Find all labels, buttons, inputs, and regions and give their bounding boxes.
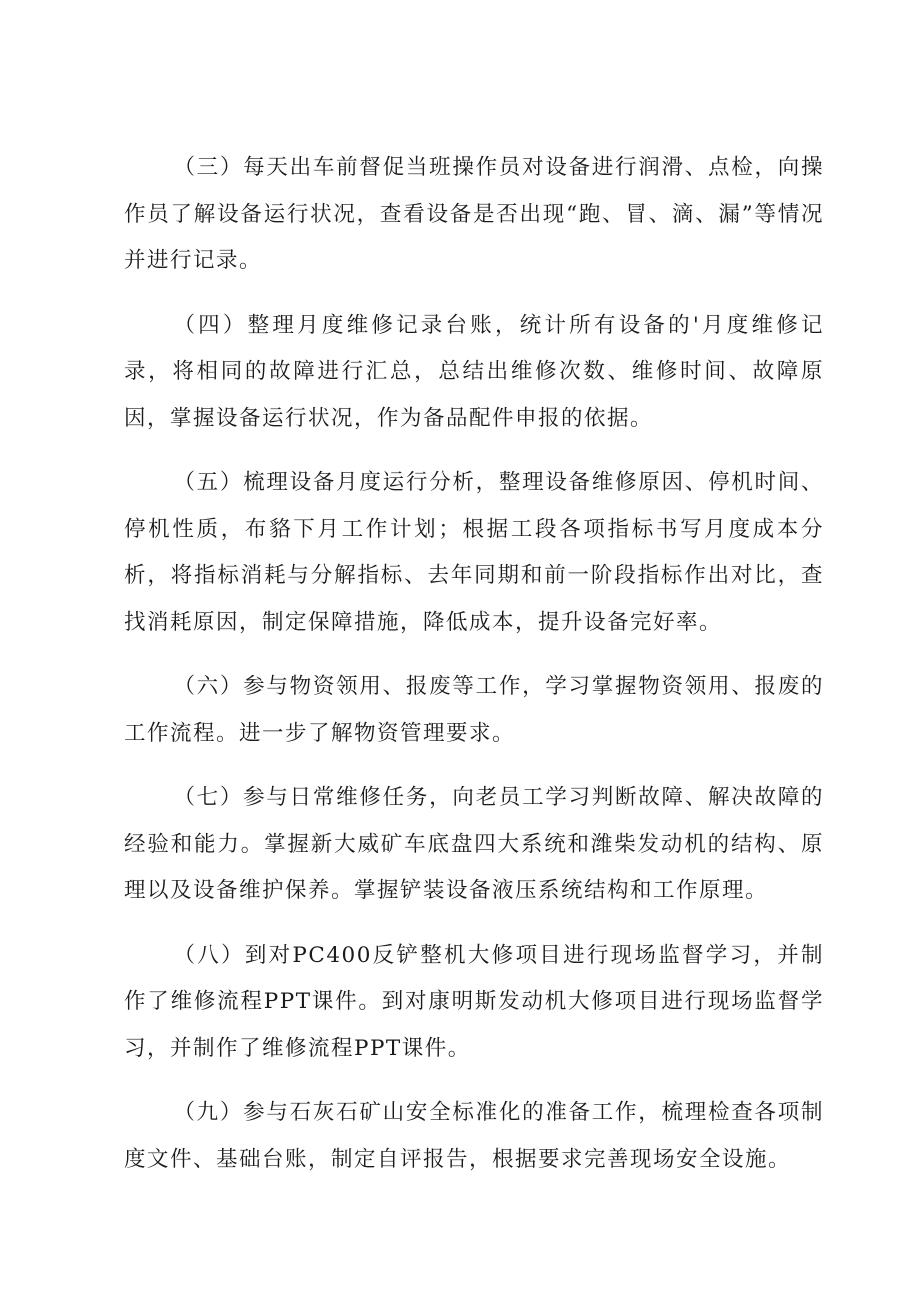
paragraph-9: （九）参与石灰石矿山安全标准化的准备工作，梳理检查各项制度文件、基础台账，制定自评报告，根据要求完善现场安全设施。: [124, 1100, 824, 1172]
paragraph-7: （七）参与日常维修任务，向老员工学习判断故障、解决故障的经验和能力。掌握新大威矿车底盘四大系统和潍柴发动机的结构、原理以及设备维护保养。掌握铲装设备液压系统结构和工作原理。: [124, 785, 824, 903]
paragraph-5: （五）梳理设备月度运行分析，整理设备维修原因、停机时间、停机性质，布貉下月工作计划；根据工段各项指标书写月度成本分析，将指标消耗与分解指标、去年同期和前一阶段指标作出对比，查找消耗原因，制定保障措施，降低成本，提升设备完好率。: [124, 470, 824, 635]
paragraph-6: （六）参与物资领用、报废等工作，学习掌握物资领用、报废的工作流程。进一步了解物资管理要求。: [124, 674, 824, 746]
paragraph-3: （三）每天出车前督促当班操作员对设备进行润滑、点检，向操作员了解设备运行状况，查看设备是否出现“跑、冒、滴、漏”等情况并进行记录。: [124, 155, 824, 273]
paragraph-4: （四）整理月度维修记录台账，统计所有设备的'月度维修记录，将相同的故障进行汇总，总结出维修次数、维修时间、故障原因，掌握设备运行状况，作为备品配件申报的依据。: [124, 312, 824, 431]
paragraph-8: （八）到对PC400反铲整机大修项目进行现场监督学习，并制作了维修流程PPT课件。到对康明斯发动机大修项目进行现场监督学习，并制作了维修流程PPT课件。: [124, 942, 824, 1061]
document-body: [124, 145, 824, 1201]
